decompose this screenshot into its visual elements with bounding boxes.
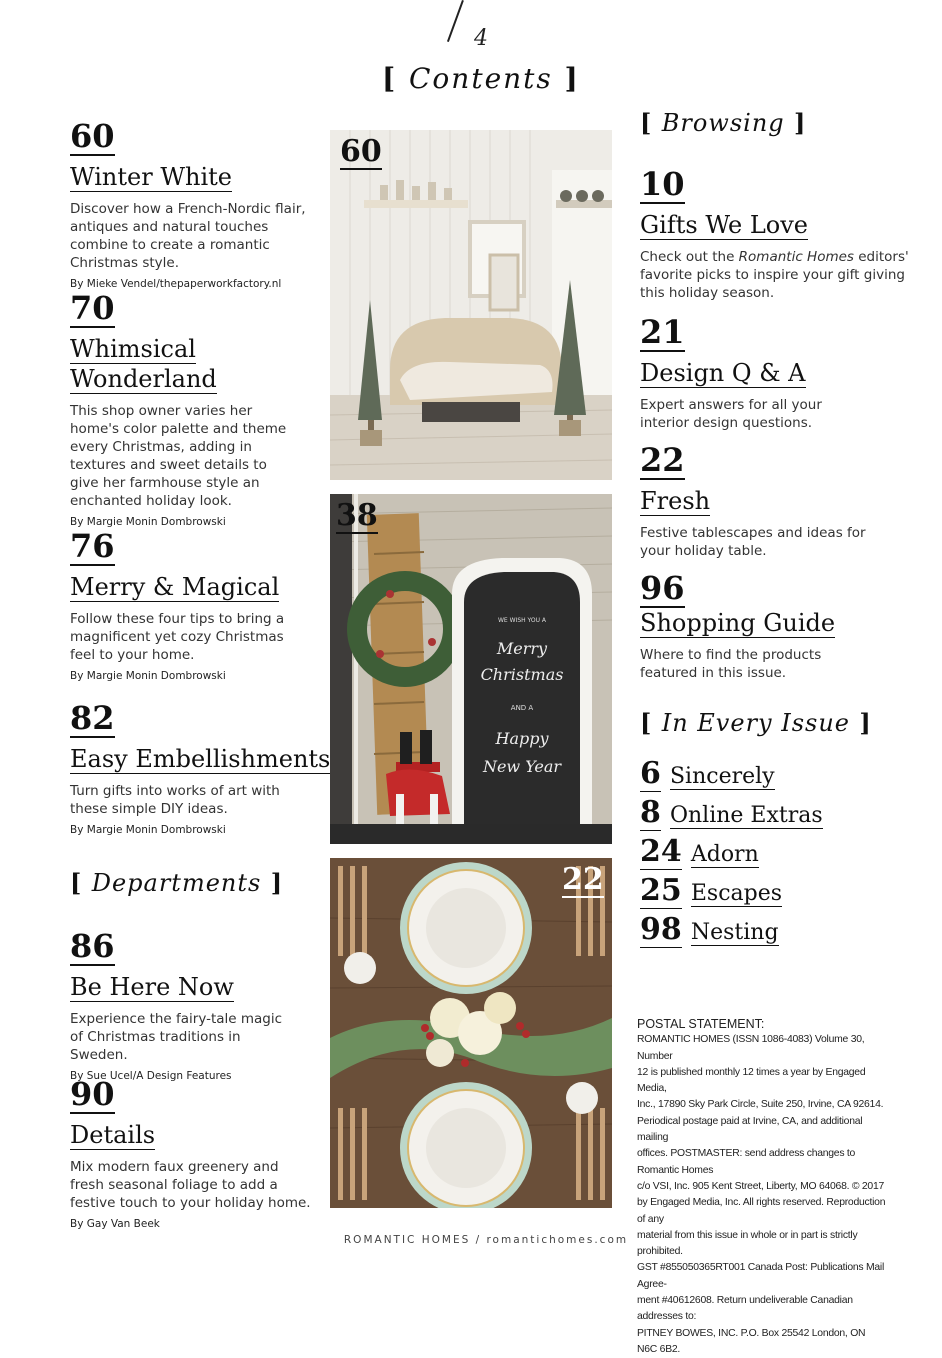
- feature-entry-easy-embellishments[interactable]: [70, 699, 331, 837]
- postal-line: offices. POSTMASTER: send address changes to Romantic Homes: [637, 1148, 856, 1176]
- browsing-description: Expert answers for all your interior design questions.: [640, 397, 822, 431]
- every-issue-item-sincerely[interactable]: [640, 756, 775, 791]
- every-issue-item-escapes[interactable]: [640, 873, 782, 908]
- feature-description: Discover how a French-Nordic flair, antiques and natural touches combine to create a romantic Christmas style.: [70, 201, 306, 271]
- photo-porch-chalkboard[interactable]: [330, 494, 612, 844]
- feature-title[interactable]: Whimsical Wonderland: [70, 335, 217, 393]
- living-room-illustration: [330, 130, 612, 480]
- browsing-entry-design-qa[interactable]: [640, 314, 910, 432]
- browsing-entry-gifts-we-love[interactable]: [640, 166, 910, 302]
- photo-tablescape[interactable]: [330, 858, 612, 1208]
- chalkboard-line-3: Christmas: [480, 665, 564, 684]
- chalkboard-line-1: WE WISH YOU A: [497, 617, 547, 624]
- browsing-description-pre: Check out the: [640, 249, 739, 265]
- feature-entry-winter-white[interactable]: [70, 118, 315, 291]
- postal-line: GST #855050365RT001 Canada Post: Publications Mail Agree-: [637, 1262, 885, 1290]
- feature-byline: By Margie Monin Dombrowski: [70, 824, 226, 836]
- page-number-slash: [447, 0, 464, 42]
- every-issue-title[interactable]: Nesting: [690, 920, 779, 945]
- tablescape-illustration: [330, 858, 612, 1208]
- photo-page-badge: 38: [336, 498, 378, 533]
- postal-line: ment #40612608. Return undeliverable Canadian addresses to:: [637, 1295, 853, 1323]
- browsing-title[interactable]: Fresh: [640, 487, 711, 515]
- feature-page-number: 82: [70, 699, 115, 737]
- postal-line: PITNEY BOWES, INC. P.O. Box 25542 London, ON N6C 6B2.: [637, 1327, 866, 1355]
- browsing-description-emphasis: Romantic Homes: [738, 249, 854, 265]
- browsing-entry-shopping-guide[interactable]: [640, 570, 910, 682]
- feature-title[interactable]: Winter White: [70, 163, 232, 191]
- postal-line: 12 is published monthly 12 times a year by Engaged Media,: [637, 1066, 866, 1095]
- browsing-title[interactable]: Design Q & A: [640, 359, 806, 387]
- porch-chalkboard-illustration: [330, 494, 612, 844]
- browsing-heading: [ Browsing ]: [640, 108, 807, 137]
- feature-description: Follow these four tips to bring a magnificent yet cozy Christmas feel to your home.: [70, 611, 285, 663]
- feature-entry-whimsical-wonderland[interactable]: [70, 290, 315, 529]
- feature-byline: By Margie Monin Dombrowski: [70, 516, 226, 528]
- every-issue-item-online-extras[interactable]: [640, 795, 823, 830]
- photo-page-badge: 22: [562, 862, 604, 897]
- contents-heading-text: Contents: [409, 62, 553, 95]
- postal-line: c/o VSI, Inc. 905 Kent Street, Liberty, MO 64068. © 2017: [637, 1180, 885, 1192]
- photo-page-badge: 60: [340, 134, 382, 169]
- postal-line: ROMANTIC HOMES (ISSN 1086-4083) Volume 30, Number: [637, 1034, 865, 1062]
- department-byline: By Gay Van Beek: [70, 1218, 160, 1230]
- every-issue-page: 24: [640, 834, 682, 869]
- photo-living-room[interactable]: [330, 130, 612, 480]
- postal-line: Inc., 17890 Sky Park Circle, Suite 250, Irvine, CA 92614.: [637, 1099, 884, 1111]
- every-issue-page: 6: [640, 756, 661, 791]
- department-byline: By Sue Ucel/A Design Features: [70, 1070, 232, 1082]
- postal-line: by Engaged Media, Inc. All rights reserved. Reproduction of any: [637, 1197, 886, 1225]
- browsing-page-number: 21: [640, 313, 685, 351]
- every-issue-title[interactable]: Escapes: [690, 881, 783, 906]
- department-title[interactable]: Be Here Now: [70, 973, 234, 1001]
- every-issue-page: 98: [640, 912, 682, 947]
- department-entry-details[interactable]: [70, 1076, 320, 1231]
- browsing-description: Festive tablescapes and ideas for your holiday table.: [640, 525, 866, 559]
- browsing-page-number: 10: [640, 165, 685, 203]
- feature-entry-merry-magical[interactable]: [70, 528, 315, 683]
- department-page-number: 90: [70, 1075, 115, 1113]
- department-title[interactable]: Details: [70, 1121, 156, 1149]
- feature-byline: By Margie Monin Dombrowski: [70, 670, 226, 682]
- every-issue-page: 8: [640, 795, 661, 830]
- browsing-title[interactable]: Gifts We Love: [640, 211, 809, 239]
- postal-line: Periodical postage paid at Irvine, CA, and additional mailing: [637, 1115, 863, 1144]
- browsing-description-post: editors' favorite picks to inspire your gift giving this holiday season.: [640, 249, 909, 301]
- page-number-value: 4: [474, 26, 488, 51]
- feature-title[interactable]: Merry & Magical: [70, 573, 280, 601]
- postal-statement: [637, 1016, 887, 1358]
- feature-page-number: 60: [70, 117, 115, 155]
- in-every-issue-heading-text: In Every Issue: [661, 709, 850, 737]
- departments-heading: [ Departments ]: [70, 868, 284, 897]
- browsing-page-number: 96: [640, 569, 685, 607]
- department-description: Experience the fairy-tale magic of Christmas traditions in Sweden.: [70, 1011, 283, 1063]
- feature-description: Turn gifts into works of art with these simple DIY ideas.: [70, 783, 280, 817]
- browsing-page-number: 22: [640, 441, 685, 479]
- browsing-description: [640, 248, 910, 302]
- department-page-number: 86: [70, 927, 115, 965]
- feature-byline: By Mieke Vendel/thepaperworkfactory.nl: [70, 278, 282, 290]
- chalkboard-line-4: AND A: [510, 704, 534, 712]
- contents-heading: [ Contents ]: [382, 62, 580, 95]
- feature-page-number: 70: [70, 289, 115, 327]
- browsing-heading-text: Browsing: [661, 109, 785, 137]
- departments-heading-text: Departments: [91, 869, 262, 897]
- page-number: [452, 0, 512, 52]
- feature-title[interactable]: Easy Embellishments: [70, 745, 331, 773]
- postal-heading: POSTAL STATEMENT:: [637, 1017, 765, 1031]
- chalkboard-line-6: New Year: [482, 757, 562, 776]
- feature-description: This shop owner varies her home's color palette and theme every Christmas, adding in textures and sweet details to give her farmhouse style an enchanted holiday look.: [70, 403, 287, 509]
- in-every-issue-heading: [ In Every Issue ]: [640, 708, 872, 737]
- browsing-title[interactable]: Shopping Guide: [640, 609, 836, 637]
- every-issue-item-adorn[interactable]: [640, 834, 759, 869]
- chalkboard-line-2: Merry: [496, 639, 548, 658]
- department-description: Mix modern faux greenery and fresh seasonal foliage to add a festive touch to your holiday home.: [70, 1159, 311, 1211]
- footer-credit[interactable]: ROMANTIC HOMES / romantichomes.com: [343, 1234, 629, 1246]
- browsing-entry-fresh[interactable]: [640, 442, 910, 560]
- every-issue-title[interactable]: Sincerely: [669, 764, 775, 789]
- feature-page-number: 76: [70, 527, 115, 565]
- every-issue-page: 25: [640, 873, 682, 908]
- every-issue-title[interactable]: Adorn: [690, 842, 759, 867]
- department-entry-be-here-now[interactable]: [70, 928, 315, 1083]
- browsing-description: Where to find the products featured in this issue.: [640, 647, 822, 681]
- every-issue-item-nesting[interactable]: [640, 912, 779, 947]
- chalkboard-line-5: Happy: [495, 729, 549, 748]
- every-issue-title[interactable]: Online Extras: [669, 803, 823, 828]
- postal-line: material from this issue in whole or in part is strictly prohibited.: [637, 1229, 858, 1258]
